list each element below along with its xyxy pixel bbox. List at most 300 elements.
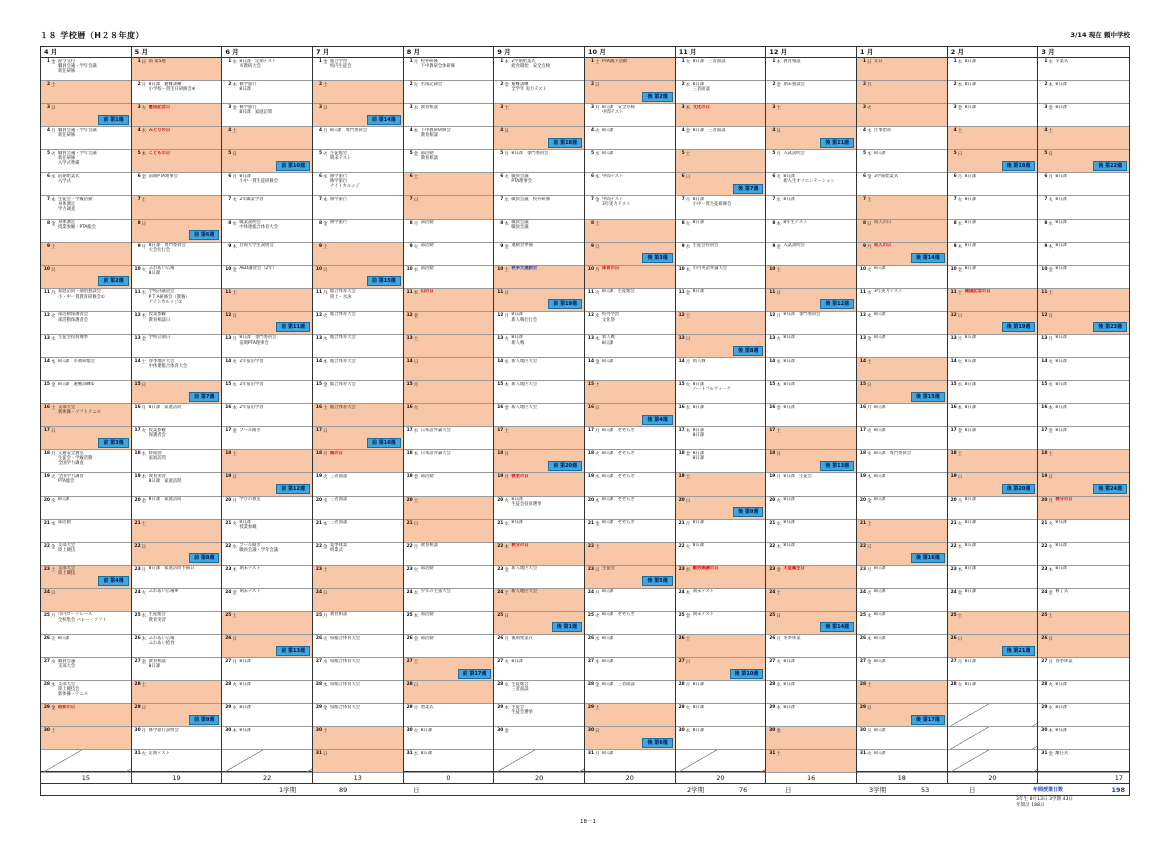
weekday-label: 火 xyxy=(232,683,237,689)
weekday-label: 木 xyxy=(957,406,963,412)
day-cell xyxy=(676,612,766,635)
weekday-label: 木 xyxy=(504,383,509,389)
day-cell xyxy=(494,543,584,566)
day-events: こどもの日 xyxy=(148,150,171,156)
day-number: 6 xyxy=(590,174,595,180)
weekday-label: 木 xyxy=(141,637,147,642)
weekday-label: 月 xyxy=(1048,336,1053,342)
day-cell xyxy=(404,81,494,104)
weekday-label: 月 xyxy=(595,590,600,596)
day-number: 4 xyxy=(681,128,685,134)
day-events: 2年宿泊学習 xyxy=(239,404,264,410)
month-header: 1 月 xyxy=(857,47,947,58)
day-number: 6 xyxy=(500,174,504,180)
day-cell xyxy=(132,589,222,612)
day-number: 25 xyxy=(497,612,504,618)
day-cell xyxy=(494,450,584,473)
weekday-label: 火 xyxy=(957,360,963,366)
weekday-label: 木 xyxy=(957,244,963,250)
day-cell xyxy=(1038,266,1129,289)
weekday-label: 水 xyxy=(1048,60,1053,65)
day-cell xyxy=(132,81,222,104)
day-cell xyxy=(1038,104,1129,127)
day-cell xyxy=(766,243,856,266)
day-events: 8日課 xyxy=(783,704,795,710)
weekday-label: 木 xyxy=(232,567,237,573)
weekday-label: 日 xyxy=(595,729,600,735)
weekday-label: 火 xyxy=(141,267,147,273)
day-number: 30 xyxy=(134,728,141,734)
day-cell xyxy=(585,312,675,335)
day-events: 8日課 xyxy=(964,266,977,272)
day-cell xyxy=(404,104,494,127)
day-number: 25 xyxy=(43,612,50,618)
day-number: 19 xyxy=(950,474,957,480)
weekday-label: 金 xyxy=(504,406,509,412)
weekday-label: 火 xyxy=(776,498,781,504)
weekday-label: 日 xyxy=(323,267,328,273)
day-cell xyxy=(766,520,856,543)
day-cell xyxy=(404,243,494,266)
day-events: 8日課 xyxy=(874,150,886,156)
day-cell xyxy=(766,266,856,289)
day-number: 11 xyxy=(497,289,504,295)
weekday-label: 土 xyxy=(413,175,419,181)
day-number: 15 xyxy=(497,382,504,388)
day-number: 21 xyxy=(769,520,776,526)
day-number: 14 xyxy=(406,359,413,365)
day-number: 22 xyxy=(678,543,685,549)
day-number: 28 xyxy=(1041,682,1048,688)
day-cell xyxy=(1038,127,1129,150)
day-number: 31 xyxy=(1041,751,1048,757)
day-number: 6 xyxy=(228,174,232,180)
weekday-label: 金 xyxy=(1048,590,1053,596)
day-cell xyxy=(404,450,494,473)
day-number: 25 xyxy=(678,612,685,618)
day-cell xyxy=(41,450,131,473)
weekday-label: 月 xyxy=(232,336,237,342)
weekday-label: 土 xyxy=(141,360,147,366)
day-cell xyxy=(676,381,766,404)
day-cell xyxy=(404,635,494,658)
weekday-label: 火 xyxy=(1048,198,1053,204)
day-events: 市内英語弁論大会 xyxy=(692,266,728,272)
weekday-label: 木 xyxy=(51,683,56,689)
day-number: 16 xyxy=(225,405,232,411)
day-events: 支部大会 新体操・ソフトテニス xyxy=(58,404,101,415)
day-cell xyxy=(585,381,675,404)
day-events: 8日課 xyxy=(964,196,977,202)
week-number-badge: 後 第14週 xyxy=(820,622,854,632)
month-total: 20 xyxy=(585,772,676,783)
month-days xyxy=(676,58,766,771)
day-cell xyxy=(857,381,947,404)
weekday-label: 月 xyxy=(1048,498,1053,504)
day-cell xyxy=(766,81,856,104)
day-events: 定期テスト xyxy=(148,750,170,756)
day-cell xyxy=(222,404,312,427)
day-number: 19 xyxy=(1041,474,1048,480)
day-events: 白岡大学生説明会 xyxy=(239,243,274,249)
day-cell xyxy=(857,589,947,612)
day-cell xyxy=(222,127,312,150)
day-number: 13 xyxy=(315,335,323,341)
day-cell xyxy=(41,196,131,219)
day-cell xyxy=(313,335,403,358)
weekday-label: 木 xyxy=(867,152,872,158)
weekday-label: 金 xyxy=(595,198,600,204)
day-cell xyxy=(132,312,222,335)
day-events: プール開き 職員会議・学年会議 xyxy=(239,543,279,554)
weekday-label: 日 xyxy=(776,129,781,135)
weekday-label: 月 xyxy=(413,221,419,227)
weekday-label: 日 xyxy=(504,129,509,135)
day-cell xyxy=(766,150,856,173)
day-cell xyxy=(41,266,131,289)
day-cell xyxy=(766,104,856,127)
weekday-label: 火 xyxy=(776,336,781,342)
day-number: 11 xyxy=(134,289,141,295)
day-cell xyxy=(585,243,675,266)
day-cell xyxy=(948,335,1038,358)
day-number: 18 xyxy=(769,451,776,457)
day-cell xyxy=(313,427,403,450)
weekday-label: 月 xyxy=(595,752,600,758)
day-events: 8日課 新入生オリエンテーション xyxy=(783,173,835,185)
weekday-label: 木 xyxy=(141,475,147,481)
day-cell xyxy=(676,727,766,750)
day-events: プール開き xyxy=(239,427,261,433)
weekday-label: 土 xyxy=(504,429,509,435)
day-number: 6 xyxy=(772,174,776,180)
day-number: 2 xyxy=(500,82,504,88)
day-number: 10 xyxy=(497,266,504,272)
day-number: 21 xyxy=(859,520,867,526)
weekday-label: 日 xyxy=(413,521,419,527)
day-number: 11 xyxy=(406,289,413,295)
day-events: 8日課 xyxy=(874,497,886,503)
day-cell xyxy=(404,289,494,312)
day-events: 8日課 xyxy=(1055,704,1067,710)
weekday-label: 日 xyxy=(1048,475,1053,481)
week-number-badge: 後 第7週 xyxy=(733,184,763,194)
day-number: 8 xyxy=(590,220,595,226)
day-events: 新人地区大会 xyxy=(511,358,538,364)
day-number: 7 xyxy=(1044,197,1048,203)
day-events: 8日課 三者面談 xyxy=(692,58,726,64)
weekday-label: 土 xyxy=(504,106,509,112)
weekday-label: 火 xyxy=(595,129,600,135)
weekday-label: 土 xyxy=(141,683,147,689)
week-number-badge: 後 第8週 xyxy=(733,346,763,356)
day-events: 生徒総会 教育実習 xyxy=(148,612,166,623)
month-days xyxy=(494,58,584,771)
weekday-label: 水 xyxy=(232,544,237,550)
day-events: 8日課 せせらぎ xyxy=(602,450,635,456)
day-cell xyxy=(494,127,584,150)
weekday-label: 水 xyxy=(51,336,56,342)
weekday-label: 土 xyxy=(1048,452,1053,458)
day-number: 11 xyxy=(769,289,776,295)
day-events: 運動会準備 xyxy=(511,243,533,249)
day-cell xyxy=(494,266,584,289)
weekday-label: 火 xyxy=(413,83,419,89)
weekday-label: 火 xyxy=(323,313,328,319)
day-events: 勤労感謝の日 xyxy=(692,566,719,572)
weekday-label: 日 xyxy=(867,383,872,389)
weekday-label: 火 xyxy=(867,106,872,112)
day-events: 憲法記念日 xyxy=(148,104,171,110)
day-number: 13 xyxy=(406,335,413,341)
weekday-label: 月 xyxy=(595,429,600,435)
day-cell xyxy=(222,335,312,358)
day-events: 部活動 教育相談 xyxy=(420,150,438,162)
day-events: 8日課 xyxy=(964,58,977,64)
day-events: 8日課 xyxy=(964,681,977,687)
day-number: 8 xyxy=(228,220,232,226)
month-days xyxy=(585,58,675,771)
weekday-label: 水 xyxy=(232,706,237,712)
day-events: 8日課 新人戦 xyxy=(511,335,525,346)
weekday-label: 木 xyxy=(323,521,328,527)
day-events: 期末懇談会 xyxy=(783,81,805,87)
day-cell xyxy=(132,358,222,381)
weekday-label: 日 xyxy=(413,683,419,689)
day-cell xyxy=(404,220,494,243)
month-total: 15 xyxy=(41,772,132,783)
day-number: 17 xyxy=(43,428,50,434)
day-cell xyxy=(676,196,766,219)
day-number: 18 xyxy=(225,451,232,457)
day-number: 14 xyxy=(678,359,685,365)
day-number: 26 xyxy=(315,636,323,641)
day-number: 13 xyxy=(678,335,685,341)
day-events: 修学旅行 xyxy=(330,196,348,202)
day-events: 部活動 xyxy=(420,266,434,272)
weekday-label: 木 xyxy=(595,660,600,666)
day-number: 12 xyxy=(315,312,323,318)
day-events: 成人の日 xyxy=(874,243,892,249)
day-cell xyxy=(948,497,1038,520)
weekday-label: 水 xyxy=(957,544,963,550)
weekday-label: 土 xyxy=(232,613,237,619)
day-number: 9 xyxy=(1044,243,1048,249)
day-number: 28 xyxy=(587,682,595,688)
day-events: 離任式 xyxy=(1055,750,1069,756)
weekday-label: 水 xyxy=(323,336,328,342)
day-number: 6 xyxy=(318,174,323,180)
weekday-label: 水 xyxy=(232,383,237,389)
weekday-label: 土 xyxy=(867,360,872,366)
weekday-label: 水 xyxy=(413,752,419,758)
day-number: 9 xyxy=(953,243,957,249)
weekday-label: 水 xyxy=(595,152,600,158)
weekday-label: 金 xyxy=(141,175,147,181)
weekday-label: 火 xyxy=(867,267,872,273)
blank-day-cell xyxy=(948,727,1038,750)
weekday-label: 水 xyxy=(776,360,781,366)
day-number: 9 xyxy=(318,243,323,249)
day-cell xyxy=(404,150,494,173)
day-cell xyxy=(1038,520,1129,543)
day-cell xyxy=(1038,681,1129,704)
day-events: 部活動 xyxy=(420,635,434,641)
weekday-label: 水 xyxy=(232,221,237,227)
day-events: 8日課 せせらぎ xyxy=(602,612,635,618)
day-events: 8日課 xyxy=(1055,681,1067,687)
weekday-label: 金 xyxy=(1048,267,1053,273)
day-events: 8日課 xyxy=(511,520,523,526)
month-days xyxy=(404,58,494,771)
day-events: 8日課 xyxy=(1055,381,1067,387)
day-events: 三者面談 xyxy=(330,473,348,479)
day-cell xyxy=(676,150,766,173)
weekday-label: 土 xyxy=(957,613,963,619)
day-cell xyxy=(404,58,494,81)
day-events: 職員会議 支部大会 xyxy=(58,658,76,669)
day-events: 冬季休業 xyxy=(783,635,801,641)
weekday-label: 水 xyxy=(595,313,600,319)
day-cell xyxy=(404,750,494,773)
month-column xyxy=(404,47,495,771)
day-number: 16 xyxy=(950,405,957,411)
day-number: 19 xyxy=(406,474,413,480)
weekday-label: 月 xyxy=(957,336,963,342)
day-events: 8日課 xyxy=(1055,220,1067,226)
term-3-days: 53 xyxy=(921,786,930,794)
day-cell xyxy=(494,358,584,381)
month-column xyxy=(313,47,404,771)
week-number-badge: 前 第11週 xyxy=(276,322,310,332)
day-cell xyxy=(676,635,766,658)
day-number: 26 xyxy=(134,636,141,641)
day-number: 23 xyxy=(587,566,595,572)
day-number: 4 xyxy=(409,128,413,134)
day-events: 8日課 三者面談 xyxy=(692,81,710,92)
weekday-label: 木 xyxy=(685,429,691,435)
day-number: 1 xyxy=(137,59,141,64)
day-number: 12 xyxy=(43,312,50,318)
weekday-label: 土 xyxy=(957,290,963,296)
day-cell xyxy=(313,520,403,543)
weekday-label: 日 xyxy=(1048,313,1053,319)
day-number: 7 xyxy=(137,197,141,203)
weekday-label: 水 xyxy=(141,290,147,296)
day-events: 8日課 xyxy=(874,612,886,618)
day-cell xyxy=(676,543,766,566)
month-header: 10 月 xyxy=(585,47,675,58)
weekday-label: 水 xyxy=(504,198,509,204)
day-events: 8日課 安全点検 中間テスト xyxy=(602,104,635,115)
day-cell xyxy=(494,335,584,358)
day-events: 部活動 xyxy=(420,612,434,618)
day-cell xyxy=(313,681,403,704)
weekday-label: 水 xyxy=(776,198,781,204)
day-number: 23 xyxy=(678,566,685,572)
month-days xyxy=(948,58,1038,771)
day-cell xyxy=(766,220,856,243)
weekday-label: 金 xyxy=(323,60,328,65)
day-number: 29 xyxy=(406,705,413,711)
weekday-label: 火 xyxy=(51,152,56,158)
day-cell xyxy=(313,81,403,104)
day-cell xyxy=(41,589,131,612)
weekday-label: 土 xyxy=(323,83,328,89)
weekday-label: 土 xyxy=(51,729,56,735)
day-events: 期末テスト xyxy=(239,566,261,572)
weekday-label: 月 xyxy=(141,83,147,89)
day-cell xyxy=(313,635,403,658)
day-number: 8 xyxy=(862,220,867,226)
day-number: 11 xyxy=(225,289,232,295)
weekday-label: 土 xyxy=(685,637,691,642)
weekday-label: 土 xyxy=(51,83,56,89)
week-number-badge: 後 第10週 xyxy=(730,669,764,679)
day-number: 29 xyxy=(134,705,141,711)
day-number: 27 xyxy=(859,659,867,665)
day-cell xyxy=(857,566,947,589)
weekday-label: 土 xyxy=(51,406,56,412)
weekday-label: 金 xyxy=(776,83,781,89)
month-days xyxy=(132,58,222,771)
weekday-label: 日 xyxy=(504,452,509,458)
day-events: 8日課 xyxy=(692,543,705,549)
day-cell xyxy=(132,658,222,681)
day-number: 28 xyxy=(859,682,867,688)
day-number: 21 xyxy=(587,520,595,526)
day-number: 27 xyxy=(678,659,685,665)
day-events: 少年の主張大会 xyxy=(420,589,451,595)
day-number: 13 xyxy=(859,335,867,341)
weekday-label: 木 xyxy=(51,521,56,527)
day-cell xyxy=(404,589,494,612)
weekday-label: 火 xyxy=(141,106,147,112)
day-number: 20 xyxy=(406,497,413,503)
day-events: 8日課 xyxy=(1055,243,1067,249)
month-header: 9 月 xyxy=(494,47,584,58)
day-events: 8日課 xyxy=(420,727,433,733)
day-cell xyxy=(1038,635,1129,658)
day-cell xyxy=(585,81,675,104)
week-number-badge: 前 第15週 xyxy=(367,276,401,286)
weekday-label: 木 xyxy=(323,683,328,689)
week-number-badge: 前 第10週 xyxy=(276,161,310,171)
day-number: 7 xyxy=(772,197,776,203)
day-cell xyxy=(766,450,856,473)
day-events: 総合体育大会 xyxy=(330,358,356,364)
day-number: 8 xyxy=(681,220,685,226)
weekday-label: 土 xyxy=(776,429,781,435)
month-total: 13 xyxy=(313,772,404,783)
day-number: 29 xyxy=(1041,705,1048,711)
weekday-label: 木 xyxy=(595,175,600,181)
weekday-label: 土 xyxy=(685,475,691,481)
day-number: 5 xyxy=(862,151,867,157)
weekday-label: 土 xyxy=(595,221,600,227)
weekday-label: 土 xyxy=(595,383,600,389)
day-cell xyxy=(494,173,584,196)
weekday-label: 木 xyxy=(141,152,147,158)
weekday-label: 金 xyxy=(232,267,237,273)
day-cell xyxy=(313,750,403,773)
day-cell xyxy=(585,450,675,473)
day-events: 8日課 xyxy=(964,381,977,387)
weekday-label: 月 xyxy=(595,267,600,273)
weekday-label: 月 xyxy=(957,660,963,666)
day-events: 8日課 xyxy=(1055,404,1067,410)
day-number: 14 xyxy=(859,359,867,365)
